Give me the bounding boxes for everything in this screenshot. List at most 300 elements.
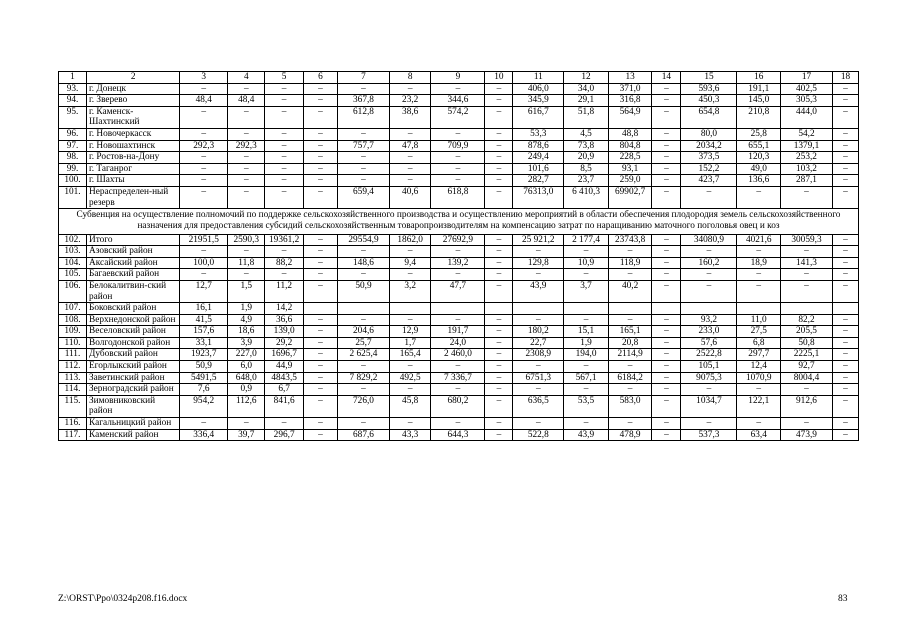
- row-number-cell: 105.: [59, 269, 87, 281]
- value-cell: –: [608, 314, 652, 326]
- value-cell: 53,3: [513, 128, 564, 140]
- value-cell: 165,4: [389, 349, 431, 361]
- row-number-cell: 99.: [59, 163, 87, 175]
- value-cell: 50,8: [781, 337, 833, 349]
- value-cell: 7 336,7: [431, 372, 485, 384]
- table-row: [59, 186, 859, 208]
- value-cell: –: [431, 128, 485, 140]
- value-cell: –: [485, 429, 513, 441]
- value-cell: 5491,5: [180, 372, 228, 384]
- value-cell: –: [652, 372, 681, 384]
- row-number-cell: 112.: [59, 361, 87, 373]
- table-row: [59, 429, 859, 441]
- value-cell: –: [832, 361, 858, 373]
- value-cell: –: [431, 175, 485, 187]
- value-cell: –: [338, 384, 390, 396]
- value-cell: –: [652, 246, 681, 258]
- value-cell: 53,5: [564, 395, 609, 417]
- value-cell: –: [338, 175, 390, 187]
- value-cell: 38,6: [389, 106, 431, 128]
- value-cell: [737, 303, 781, 315]
- value-cell: 912,6: [781, 395, 833, 417]
- value-cell: –: [832, 429, 858, 441]
- value-cell: –: [832, 269, 858, 281]
- row-number-cell: 93.: [59, 83, 87, 95]
- table-row: [59, 361, 859, 373]
- value-cell: 1923,7: [180, 349, 228, 361]
- row-number-cell: 96.: [59, 128, 87, 140]
- value-cell: 282,7: [513, 175, 564, 187]
- value-cell: –: [832, 106, 858, 128]
- value-cell: 54,2: [781, 128, 833, 140]
- value-cell: –: [228, 152, 265, 164]
- section-row: [59, 209, 859, 234]
- row-label-cell: Зимовниковский район: [87, 395, 180, 417]
- value-cell: 2 177,4: [564, 234, 609, 246]
- value-cell: 92,7: [781, 361, 833, 373]
- row-number-cell: 113.: [59, 372, 87, 384]
- value-cell: –: [228, 186, 265, 208]
- value-cell: –: [832, 175, 858, 187]
- value-cell: –: [303, 429, 337, 441]
- table-row: [59, 337, 859, 349]
- value-cell: 160,2: [681, 257, 737, 269]
- value-cell: 371,0: [608, 83, 652, 95]
- value-cell: 567,1: [564, 372, 609, 384]
- value-cell: 139,2: [431, 257, 485, 269]
- value-cell: 15,1: [564, 326, 609, 338]
- value-cell: 659,4: [338, 186, 390, 208]
- value-cell: 2 460,0: [431, 349, 485, 361]
- value-cell: 249,4: [513, 152, 564, 164]
- value-cell: –: [652, 186, 681, 208]
- value-cell: –: [681, 418, 737, 430]
- row-number-cell: 108.: [59, 314, 87, 326]
- value-cell: –: [303, 106, 337, 128]
- value-cell: 11: [513, 72, 564, 84]
- row-label-cell: Итого: [87, 234, 180, 246]
- row-label-cell: Азовский район: [87, 246, 180, 258]
- value-cell: –: [564, 361, 609, 373]
- value-cell: 205,5: [781, 326, 833, 338]
- value-cell: –: [389, 314, 431, 326]
- value-cell: 14: [652, 72, 681, 84]
- value-cell: [431, 303, 485, 315]
- value-cell: 23,2: [389, 95, 431, 107]
- value-cell: –: [338, 83, 390, 95]
- value-cell: –: [513, 384, 564, 396]
- value-cell: –: [338, 314, 390, 326]
- value-cell: 14,2: [265, 303, 303, 315]
- value-cell: [781, 303, 833, 315]
- value-cell: 48,8: [608, 128, 652, 140]
- value-cell: –: [832, 95, 858, 107]
- value-cell: 2308,9: [513, 349, 564, 361]
- value-cell: –: [265, 83, 303, 95]
- value-cell: [303, 303, 337, 315]
- value-cell: 644,3: [431, 429, 485, 441]
- value-cell: 80,0: [681, 128, 737, 140]
- value-cell: –: [485, 372, 513, 384]
- value-cell: –: [303, 395, 337, 417]
- value-cell: –: [180, 186, 228, 208]
- value-cell: –: [303, 140, 337, 152]
- value-cell: 373,5: [681, 152, 737, 164]
- value-cell: –: [832, 326, 858, 338]
- table-row: [59, 152, 859, 164]
- value-cell: 618,8: [431, 186, 485, 208]
- value-cell: 1,7: [389, 337, 431, 349]
- value-cell: 43,9: [513, 280, 564, 302]
- value-cell: –: [513, 269, 564, 281]
- value-cell: –: [303, 186, 337, 208]
- value-cell: 228,5: [608, 152, 652, 164]
- value-cell: –: [265, 246, 303, 258]
- value-cell: 27692,9: [431, 234, 485, 246]
- value-cell: –: [652, 395, 681, 417]
- row-number-cell: 115.: [59, 395, 87, 417]
- value-cell: 49,0: [737, 163, 781, 175]
- value-cell: –: [781, 269, 833, 281]
- value-cell: 654,8: [681, 106, 737, 128]
- value-cell: 145,0: [737, 95, 781, 107]
- value-cell: 450,3: [681, 95, 737, 107]
- value-cell: 136,6: [737, 175, 781, 187]
- value-cell: 25 921,2: [513, 234, 564, 246]
- value-cell: 6,7: [265, 384, 303, 396]
- value-cell: –: [681, 280, 737, 302]
- value-cell: 423,7: [681, 175, 737, 187]
- value-cell: 616,7: [513, 106, 564, 128]
- value-cell: 687,6: [338, 429, 390, 441]
- value-cell: –: [389, 269, 431, 281]
- value-cell: [832, 303, 858, 315]
- row-number-cell: 103.: [59, 246, 87, 258]
- value-cell: 45,8: [389, 395, 431, 417]
- value-cell: 39,7: [228, 429, 265, 441]
- value-cell: 7,6: [180, 384, 228, 396]
- value-cell: –: [431, 418, 485, 430]
- value-cell: 41,5: [180, 314, 228, 326]
- row-label-cell: Зерноградский район: [87, 384, 180, 396]
- value-cell: –: [485, 269, 513, 281]
- value-cell: 21951,5: [180, 234, 228, 246]
- value-cell: 17: [781, 72, 833, 84]
- value-cell: –: [485, 418, 513, 430]
- value-cell: 4021,6: [737, 234, 781, 246]
- row-number-cell: 107.: [59, 303, 87, 315]
- value-cell: 105,1: [681, 361, 737, 373]
- value-cell: 478,9: [608, 429, 652, 441]
- value-cell: 29,1: [564, 95, 609, 107]
- value-cell: –: [303, 269, 337, 281]
- value-cell: 34080,9: [681, 234, 737, 246]
- value-cell: 48,4: [228, 95, 265, 107]
- row-label-cell: Нераспределен-ный резерв: [87, 186, 180, 208]
- value-cell: 2225,1: [781, 349, 833, 361]
- value-cell: 1070,9: [737, 372, 781, 384]
- value-cell: 6,8: [737, 337, 781, 349]
- value-cell: –: [265, 128, 303, 140]
- value-cell: 1379,1: [781, 140, 833, 152]
- value-cell: –: [389, 152, 431, 164]
- table-row: [59, 257, 859, 269]
- value-cell: 15: [681, 72, 737, 84]
- row-number-cell: 100.: [59, 175, 87, 187]
- value-cell: 11,8: [228, 257, 265, 269]
- table-row: [59, 303, 859, 315]
- value-cell: 709,9: [431, 140, 485, 152]
- value-cell: 841,6: [265, 395, 303, 417]
- value-cell: 9,4: [389, 257, 431, 269]
- row-label-cell: Каменский район: [87, 429, 180, 441]
- value-cell: 6,0: [228, 361, 265, 373]
- value-cell: –: [431, 314, 485, 326]
- value-cell: –: [303, 83, 337, 95]
- value-cell: 10,9: [564, 257, 609, 269]
- value-cell: 194,0: [564, 349, 609, 361]
- table-row: [59, 418, 859, 430]
- value-cell: 43,3: [389, 429, 431, 441]
- value-cell: –: [652, 384, 681, 396]
- footer-file-path: Z:\ORST\Ppo\0324p208.f16.docx: [58, 594, 188, 604]
- value-cell: –: [681, 186, 737, 208]
- value-cell: –: [652, 337, 681, 349]
- table-row: [59, 384, 859, 396]
- value-cell: –: [608, 418, 652, 430]
- value-cell: –: [608, 361, 652, 373]
- value-cell: 287,1: [781, 175, 833, 187]
- value-cell: –: [564, 384, 609, 396]
- value-cell: –: [485, 361, 513, 373]
- value-cell: 141,3: [781, 257, 833, 269]
- table-row: [59, 140, 859, 152]
- value-cell: –: [228, 269, 265, 281]
- value-cell: 3,9: [228, 337, 265, 349]
- value-cell: 63,4: [737, 429, 781, 441]
- value-cell: 564,9: [608, 106, 652, 128]
- value-cell: 11,2: [265, 280, 303, 302]
- value-cell: –: [265, 175, 303, 187]
- value-cell: –: [652, 128, 681, 140]
- row-label-cell: г. Донецк: [87, 83, 180, 95]
- value-cell: –: [431, 269, 485, 281]
- value-cell: 12: [564, 72, 609, 84]
- value-cell: 259,0: [608, 175, 652, 187]
- value-cell: –: [652, 140, 681, 152]
- value-cell: –: [303, 384, 337, 396]
- value-cell: –: [681, 246, 737, 258]
- table-row: [59, 163, 859, 175]
- value-cell: 8004,4: [781, 372, 833, 384]
- value-cell: –: [303, 257, 337, 269]
- value-cell: 1,9: [228, 303, 265, 315]
- value-cell: 3,2: [389, 280, 431, 302]
- row-number-cell: 114.: [59, 384, 87, 396]
- value-cell: –: [389, 246, 431, 258]
- value-cell: –: [180, 269, 228, 281]
- value-cell: [608, 303, 652, 315]
- value-cell: 4,5: [564, 128, 609, 140]
- table-row: [59, 246, 859, 258]
- value-cell: –: [564, 418, 609, 430]
- value-cell: 406,0: [513, 83, 564, 95]
- value-cell: –: [485, 106, 513, 128]
- value-cell: –: [485, 128, 513, 140]
- value-cell: –: [228, 418, 265, 430]
- value-cell: –: [303, 128, 337, 140]
- value-cell: 6 410,3: [564, 186, 609, 208]
- value-cell: –: [564, 269, 609, 281]
- value-cell: –: [652, 269, 681, 281]
- value-cell: –: [485, 246, 513, 258]
- value-cell: 20,8: [608, 337, 652, 349]
- value-cell: –: [338, 246, 390, 258]
- value-cell: 12,9: [389, 326, 431, 338]
- value-cell: 344,6: [431, 95, 485, 107]
- value-cell: –: [338, 361, 390, 373]
- value-cell: 139,0: [265, 326, 303, 338]
- value-cell: –: [832, 280, 858, 302]
- value-cell: –: [485, 395, 513, 417]
- row-number-cell: 106.: [59, 280, 87, 302]
- value-cell: –: [737, 418, 781, 430]
- value-cell: –: [303, 280, 337, 302]
- row-label-cell: Заветинский район: [87, 372, 180, 384]
- row-number-cell: 1: [59, 72, 87, 84]
- value-cell: –: [485, 326, 513, 338]
- row-number-cell: 117.: [59, 429, 87, 441]
- row-label-cell: г. Зверево: [87, 95, 180, 107]
- value-cell: –: [431, 384, 485, 396]
- value-cell: 18: [832, 72, 858, 84]
- value-cell: 9075,3: [681, 372, 737, 384]
- value-cell: 180,2: [513, 326, 564, 338]
- value-cell: 88,2: [265, 257, 303, 269]
- value-cell: –: [338, 418, 390, 430]
- row-label-cell: г. Шахты: [87, 175, 180, 187]
- row-label-cell: Кагальницкий район: [87, 418, 180, 430]
- value-cell: 0,9: [228, 384, 265, 396]
- value-cell: –: [513, 361, 564, 373]
- value-cell: 48,4: [180, 95, 228, 107]
- value-cell: –: [485, 163, 513, 175]
- value-cell: 122,1: [737, 395, 781, 417]
- value-cell: 118,9: [608, 257, 652, 269]
- value-cell: –: [832, 128, 858, 140]
- row-label-cell: Веселовский район: [87, 326, 180, 338]
- value-cell: –: [389, 83, 431, 95]
- row-label-cell: г. Новочеркасск: [87, 128, 180, 140]
- value-cell: –: [228, 163, 265, 175]
- value-cell: 22,7: [513, 337, 564, 349]
- value-cell: 804,8: [608, 140, 652, 152]
- value-cell: 2114,9: [608, 349, 652, 361]
- value-cell: 655,1: [737, 140, 781, 152]
- value-cell: 191,7: [431, 326, 485, 338]
- value-cell: 19361,2: [265, 234, 303, 246]
- value-cell: –: [431, 152, 485, 164]
- value-cell: 40,6: [389, 186, 431, 208]
- value-cell: –: [608, 246, 652, 258]
- value-cell: 82,2: [781, 314, 833, 326]
- table-row: [59, 83, 859, 95]
- value-cell: –: [737, 384, 781, 396]
- value-cell: 34,0: [564, 83, 609, 95]
- value-cell: –: [485, 337, 513, 349]
- value-cell: 316,8: [608, 95, 652, 107]
- value-cell: –: [652, 106, 681, 128]
- value-cell: 93,2: [681, 314, 737, 326]
- value-cell: 522,8: [513, 429, 564, 441]
- value-cell: –: [781, 246, 833, 258]
- value-cell: 100,0: [180, 257, 228, 269]
- budget-table: [58, 71, 859, 441]
- value-cell: –: [180, 83, 228, 95]
- value-cell: 11,0: [737, 314, 781, 326]
- table-row: [59, 349, 859, 361]
- value-cell: –: [832, 418, 858, 430]
- footer-page-number: 83: [838, 594, 848, 604]
- value-cell: 12,7: [180, 280, 228, 302]
- value-cell: 120,3: [737, 152, 781, 164]
- value-cell: –: [781, 384, 833, 396]
- value-cell: 473,9: [781, 429, 833, 441]
- value-cell: –: [832, 186, 858, 208]
- value-cell: 47,7: [431, 280, 485, 302]
- value-cell: 1,5: [228, 280, 265, 302]
- value-cell: 757,7: [338, 140, 390, 152]
- value-cell: –: [832, 234, 858, 246]
- value-cell: 292,3: [228, 140, 265, 152]
- value-cell: 2 625,4: [338, 349, 390, 361]
- value-cell: 8: [389, 72, 431, 84]
- value-cell: 16,1: [180, 303, 228, 315]
- value-cell: –: [180, 246, 228, 258]
- value-cell: –: [485, 349, 513, 361]
- value-cell: –: [228, 128, 265, 140]
- value-cell: 7: [338, 72, 390, 84]
- value-cell: –: [431, 246, 485, 258]
- value-cell: –: [832, 140, 858, 152]
- value-cell: –: [389, 175, 431, 187]
- row-number-cell: 102.: [59, 234, 87, 246]
- value-cell: –: [303, 372, 337, 384]
- table-row: [59, 128, 859, 140]
- row-number-cell: 94.: [59, 95, 87, 107]
- value-cell: 47,8: [389, 140, 431, 152]
- table-row: [59, 234, 859, 246]
- row-label-cell: Боковский район: [87, 303, 180, 315]
- value-cell: –: [513, 314, 564, 326]
- value-cell: 336,4: [180, 429, 228, 441]
- value-cell: –: [303, 337, 337, 349]
- value-cell: 69902,7: [608, 186, 652, 208]
- value-cell: 593,6: [681, 83, 737, 95]
- value-cell: –: [652, 234, 681, 246]
- value-cell: –: [485, 234, 513, 246]
- value-cell: –: [228, 106, 265, 128]
- value-cell: –: [265, 95, 303, 107]
- table-row: [59, 280, 859, 302]
- value-cell: –: [513, 418, 564, 430]
- value-cell: –: [303, 418, 337, 430]
- value-cell: –: [832, 246, 858, 258]
- value-cell: 165,1: [608, 326, 652, 338]
- value-cell: –: [485, 83, 513, 95]
- value-cell: –: [485, 175, 513, 187]
- value-cell: 6751,3: [513, 372, 564, 384]
